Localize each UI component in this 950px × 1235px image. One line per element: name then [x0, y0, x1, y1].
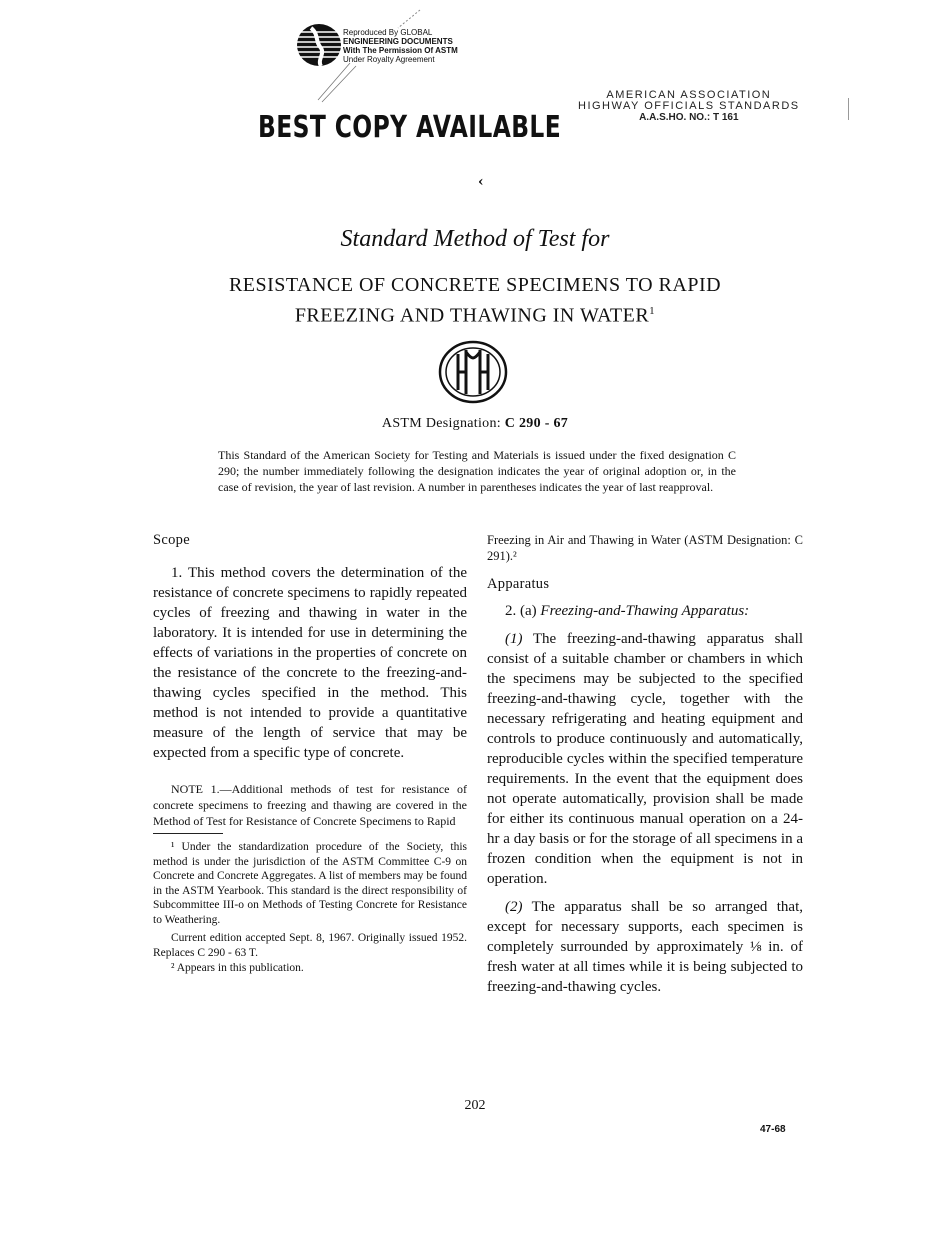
astm-emblem-icon	[438, 340, 508, 404]
right-column	[487, 532, 803, 997]
margin-mark	[848, 98, 849, 120]
subsection-a-number: 2. (a)	[505, 603, 537, 619]
note-1: NOTE 1.—Additional methods of test for resistance of concrete specimens to freezing and thawing are covered in the Method of Test for Resistance of Concrete Specimens to Rapid	[153, 782, 467, 828]
intro-text: This Standard of the American Society for Testing and Materials is issued under the fixed designation C 290; the number immediately following the designation indicates the year of original adoption or, in the case of revision, the year of last revision. A number in parentheses indicates the year of last reapproval.	[218, 448, 736, 494]
page-number: 202	[464, 1098, 486, 1113]
item-1-number: (1)	[505, 631, 523, 647]
astm-designation	[0, 416, 950, 432]
aasho-line-2: HIGHWAY OFFICIALS STANDARDS	[578, 100, 800, 112]
document-title	[0, 272, 950, 329]
left-column	[153, 532, 467, 976]
footnote-1-edition: Current edition accepted Sept. 8, 1967. Originally issued 1952. Replaces C 290 - 63 T.	[153, 932, 467, 959]
note-continuation: Freezing in Air and Thawing in Water (ASTM Designation: C 291).²	[487, 533, 803, 563]
scope-heading: Scope	[153, 532, 190, 548]
footnote-rule	[153, 833, 223, 834]
apparatus-heading: Apparatus	[487, 576, 550, 592]
title-footnote-ref: 1	[649, 305, 656, 317]
aasho-line-1: AMERICAN ASSOCIATION	[606, 89, 772, 101]
apparatus-paragraph-1	[487, 629, 803, 889]
apparatus-paragraph-2	[487, 897, 803, 997]
subsection-a-title: Freezing-and-Thawing Apparatus:	[540, 603, 750, 619]
bottom-code: 47-68	[760, 1124, 786, 1135]
item-2-number: (2)	[505, 899, 523, 915]
stamp-line: Under Royalty Agreement	[343, 55, 435, 64]
item-2-text: The apparatus shall be so arranged that, except for necessary supports, each specimen is completely surrounded by approximately ⅛ in. of fresh water at all times while it is being subjected to freezing-and-thawing cycles.	[487, 899, 803, 995]
item-1-text: The freezing-and-thawing apparatus shall consist of a suitable chamber or chambers in which the specimens may be subjected to the specified freezing-and-thawing cycle, together with the necessary refrigerating and heating equipment and controls to produce continuously and automatically, reproducible cycles within the specified temperature requirements. In the event that the equipment does not operate automatically, provision shall be made for either its continuous manual operation on a 24-hr a day basis or for the storage of all specimens in a frozen condition when the equipment is not in operation.	[487, 631, 804, 887]
footnote-1: ¹ Under the standardization procedure of the Society, this method is under the jurisdiction of the ASTM Committee C-9 on Concrete and Concrete Aggregates. A list of members may be found in the ASTM Yearbook. This standard is the direct responsibility of Subcommittee III-o on Methods of Testing Concrete for Resistance to Weathering.	[153, 841, 467, 926]
pen-stroke-icon	[310, 8, 430, 103]
aasho-number: A.A.S.HO. NO.: T 161	[639, 112, 739, 123]
title-italic: Standard Method of Test for	[340, 226, 610, 252]
title-line-2: FREEZING AND THAWING IN WATER	[294, 304, 650, 327]
stamp-line: With The Permission Of ASTM	[343, 46, 458, 55]
title-line-1: RESISTANCE OF CONCRETE SPECIMENS TO RAPID	[228, 274, 722, 296]
intro-paragraph	[218, 447, 736, 495]
stray-mark: ‹	[478, 174, 484, 190]
scope-paragraph: 1. This method covers the determination of the resistance of concrete specimens to rapidly repeated cycles of freezing and thawing in water in the laboratory. It is intended for use in determining the effects of variations in the properties of concrete on the resistance of the concrete to the freezing-and-thawing cycles specified in the method. This method is not intended to provide a quantitative measure of the length of service that may be expected from a specific type of concrete.	[153, 565, 467, 761]
stamp-line: Reproduced By GLOBAL	[343, 28, 433, 37]
designation-prefix: ASTM Designation:	[381, 416, 501, 431]
designation-code: C 290 - 67	[504, 416, 569, 431]
aasho-header	[578, 90, 800, 123]
stamp-line: ENGINEERING DOCUMENTS	[343, 37, 453, 46]
subsection-a	[487, 601, 803, 621]
best-copy-heading: BEST COPY AVAILABLE	[258, 110, 562, 145]
footnote-2: ² Appears in this publication.	[171, 962, 304, 974]
